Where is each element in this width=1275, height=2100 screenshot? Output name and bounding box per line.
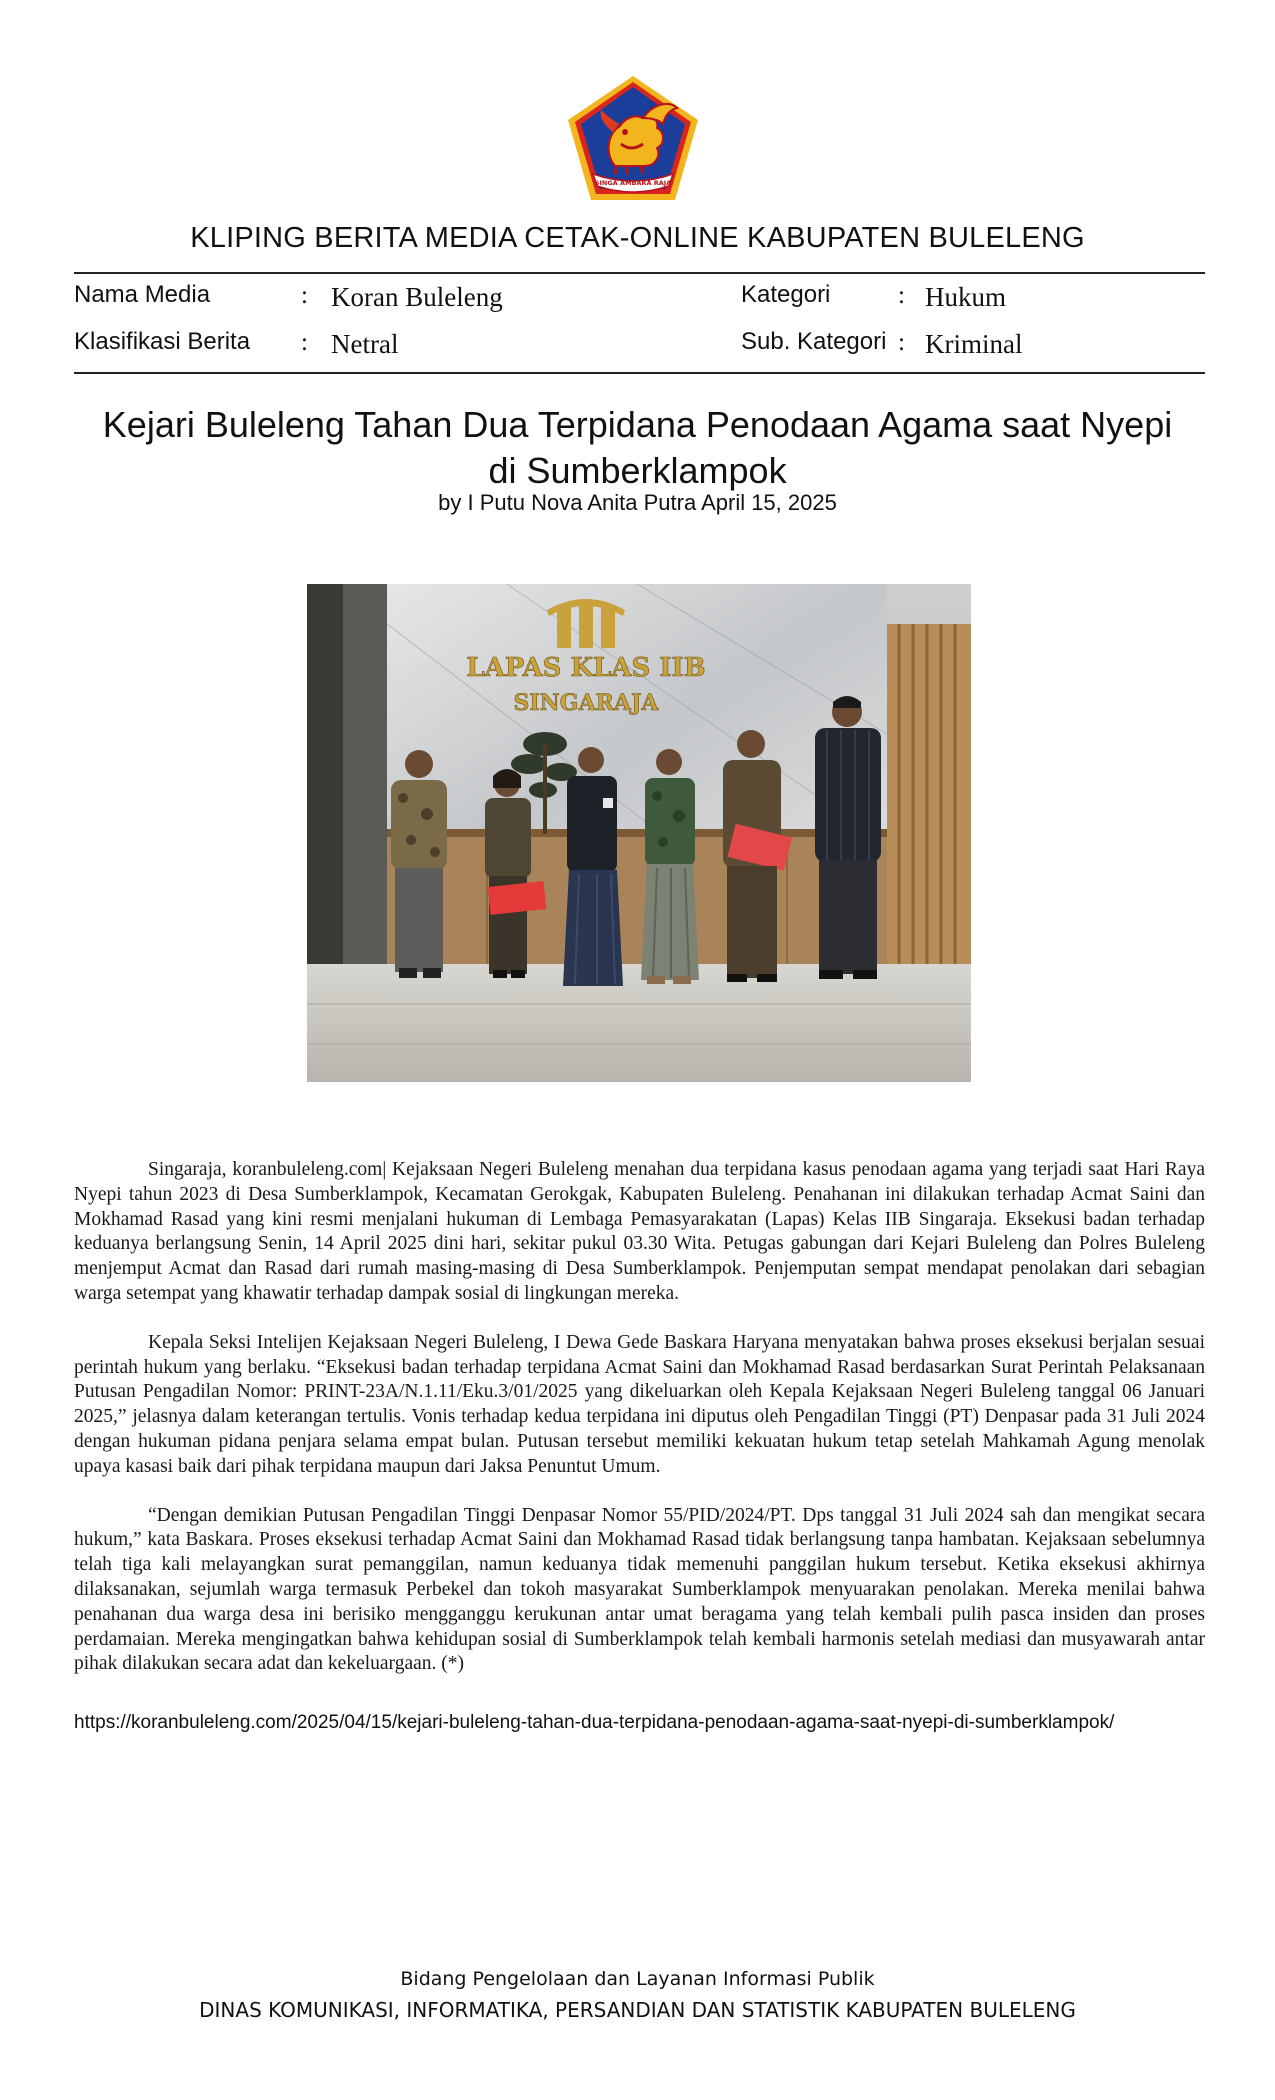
sub-kategori-label: Sub. Kategori [741, 328, 887, 355]
svg-text:SINGA AMBARA RAJA: SINGA AMBARA RAJA [594, 179, 672, 187]
article-paragraph-2: Kepala Seksi Intelijen Kejaksaan Negeri Buleleng, I Dewa Gede Baskara Haryana menyatakan bahwa proses eksekusi berjalan sesuai perintah hukum yang berlaku. “Eksekusi badan terhadap terpidana Acmat Saini dan Mokhamad Rasad berdasarkan Surat Perintah Pelaksanaan Putusan Pengadilan Nomor: PRINT-23A/N.1.11/Eku.3/01/2025 yang dikeluarkan oleh Kepala Kejaksaan Negeri Buleleng tanggal 06 Januari 2025,” jelasnya dalam keterangan tertulis. Vonis terhadap kedua terpidana ini diputus oleh Pengadilan Tinggi (PT) Denpasar pada 31 Juli 2024 dengan hukuman pidana penjara selama empat bulan. Putusan tersebut memiliki kekuatan hukum tetap setelah Mahkamah Agung menolak upaya kasasi baik dari pihak terpidana maupun dari Jaksa Penuntut Umum. [74, 1331, 1205, 1477]
article-title-line-2: di Sumberklampok [488, 450, 787, 491]
svg-text:SINGARAJA: SINGARAJA [513, 690, 659, 716]
klasifikasi-berita-label: Klasifikasi Berita [74, 328, 251, 355]
buleleng-emblem-logo [565, 74, 701, 204]
header-divider-top [74, 272, 1205, 274]
article-source-url: https://koranbuleleng.com/2025/04/15/kejari-buleleng-tahan-dua-terpidana-penodaan-agama-saat-nyepi-di-sumberklampok/ [74, 1712, 1115, 1733]
article-paragraph-1: Singaraja, koranbuleleng.com| Kejaksaan Negeri Buleleng menahan dua terpidana kasus penodaan agama yang terjadi saat Hari Raya Nyepi tahun 2023 di Desa Sumberklampok, Kecamatan Gerokgak, Kabupaten Buleleng. Penahanan ini dilakukan terhadap Acmat Saini dan Mokhamad Rasad yang kini resmi menjalani hukuman di Lembaga Pemasyarakatan (Lapas) Kelas IIB Singaraja. Eksekusi badan terhadap keduanya berlangsung Senin, 14 April 2025 dini hari, sekitar pukul 03.30 Wita. Petugas gabungan dari Kejari Buleleng dan Polres Buleleng menjemput Acmat dan Rasad dari rumah masing-masing di Desa Sumberklampok. Penjemputan sempat mendapat penolakan dari sebagian warga setempat yang khawatir terhadap dampak sosial di lingkungan mereka. [74, 1159, 1205, 1304]
sub-kategori-value: Kriminal [925, 329, 1023, 359]
article-title-line-1: Kejari Buleleng Tahan Dua Terpidana Penodaan Agama saat Nyepi [102, 404, 1173, 445]
klasifikasi-berita-value: Netral [331, 329, 399, 359]
article-byline: by I Putu Nova Anita Putra April 15, 2025 [438, 490, 837, 515]
kategori-value: Hukum [925, 282, 1006, 312]
article-body [74, 1158, 1205, 1701]
article-photo [307, 584, 971, 1082]
nama-media-label: Nama Media [74, 281, 211, 308]
article-paragraph-3: “Dengan demikian Putusan Pengadilan Tinggi Denpasar Nomor 55/PID/2024/PT. Dps tanggal 31 Juli 2024 sah dan mengikat secara hukum,” kata Baskara. Proses eksekusi terhadap Acmat Saini dan Mokhamad Rasad tidak berlangsung tanpa hambatan. Kejaksaan sebelumnya telah tiga kali melayangkan surat pemanggilan, namun keduanya tidak memenuhi panggilan hukum tersebut. Ketika eksekusi akhirnya dilaksanakan, sejumlah warga termasuk Perbekel dan tokoh masyarakat Sumberklampok menyuarakan penolakan. Mereka menilai bahwa penahanan dua warga desa ini berisiko mengganggu kerukunan antar umat beragama yang telah kembali pulih pasca insiden dan proses perdamaian. Mereka mengingatkan bahwa kehidupan sosial di Sumberklampok telah kembali harmonis setelah mediasi dan musyawarah antar pihak dilakukan secara adat dan kekeluargaan. (*) [74, 1504, 1205, 1675]
sub-kategori-colon: : [898, 329, 905, 356]
header-divider-bottom [74, 372, 1205, 374]
article-title [100, 402, 1175, 494]
kategori-label: Kategori [741, 281, 831, 308]
footer-agency: DINAS KOMUNIKASI, INFORMATIKA, PERSANDIAN DAN STATISTIK KABUPATEN BULELENG [199, 1998, 1076, 2022]
kategori-colon: : [898, 282, 905, 309]
footer-department: Bidang Pengelolaan dan Layanan Informasi Publik [400, 1968, 875, 1990]
svg-text:LAPAS KLAS IIB: LAPAS KLAS IIB [466, 653, 706, 683]
nama-media-value: Koran Buleleng [331, 282, 503, 312]
clipping-header-title: KLIPING BERITA MEDIA CETAK-ONLINE KABUPATEN BULELENG [190, 222, 1085, 254]
emblem-icon [565, 74, 701, 204]
nama-media-colon: : [301, 282, 308, 309]
klasifikasi-berita-colon: : [301, 329, 308, 356]
